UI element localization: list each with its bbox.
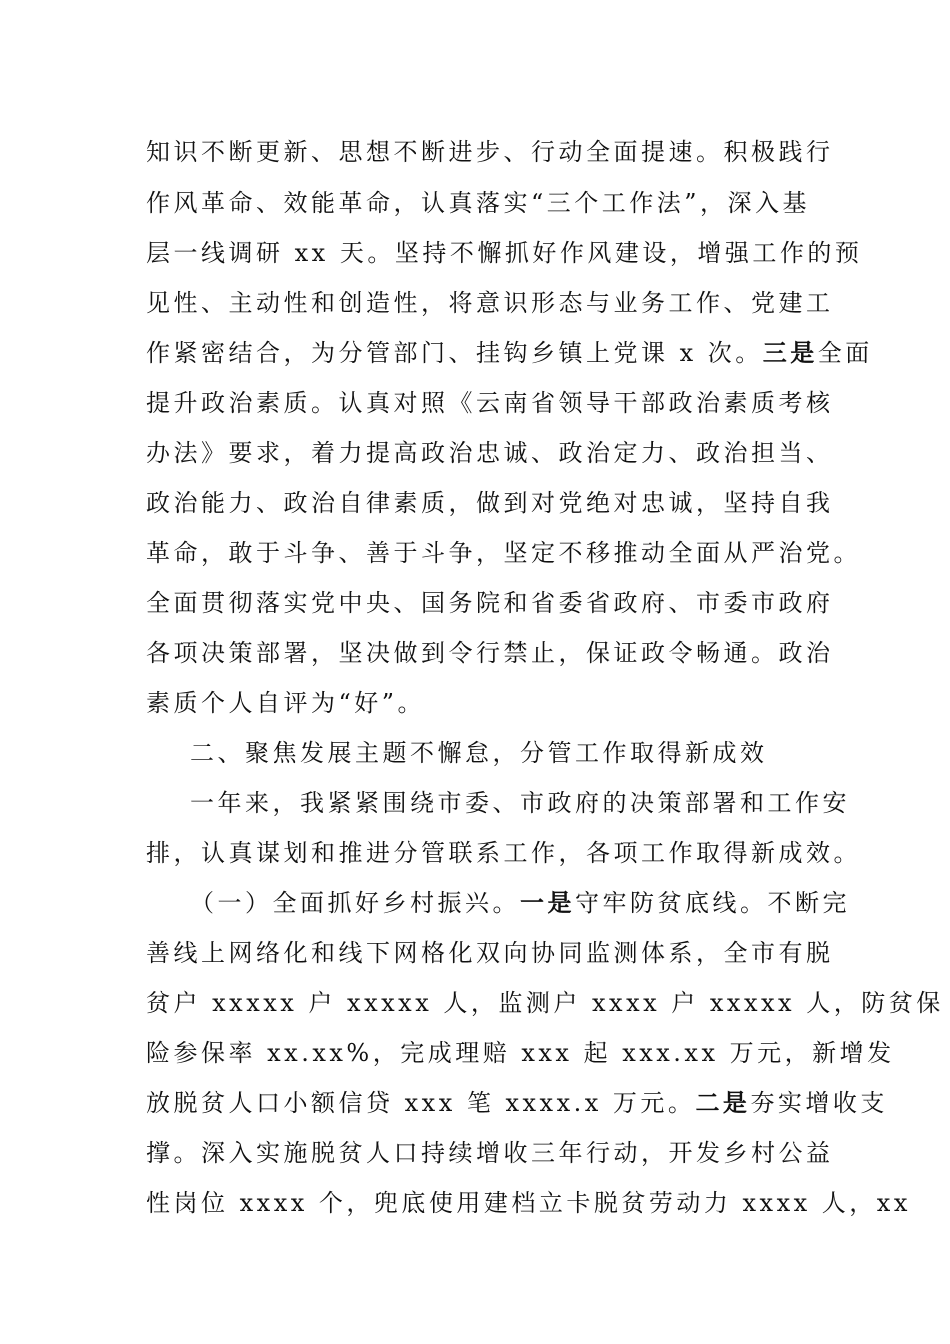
- text-line: [146, 1038, 895, 1068]
- text-run: 排，认真谋划和推进分管联系工作，各项工作取得新成效。: [146, 839, 861, 867]
- text-line: [146, 388, 834, 418]
- text-line: [146, 838, 861, 868]
- text-line: [146, 438, 834, 468]
- text-line: [146, 988, 944, 1018]
- text-line: [146, 238, 862, 268]
- section-heading: [190, 738, 768, 768]
- text-run: 性岗位 xxxx 个，兜底使用建档立卡脱贫劳动力 xxxx 人，xx: [146, 1189, 911, 1217]
- text-line: [146, 1088, 888, 1118]
- text-line: [146, 488, 834, 518]
- text-run: 善线上网络化和线下网格化双向协同监测体系，全市有脱: [146, 939, 834, 967]
- text-run: 革命，敢于斗争、善于斗争，坚定不移推动全面从严治党。: [146, 539, 861, 567]
- text-run: 素质个人自评为“好”。: [146, 689, 426, 717]
- text-run: 撑。深入实施脱贫人口持续增收三年行动，开发乡村公益: [146, 1139, 834, 1167]
- text-line: [146, 688, 425, 718]
- text-line: [190, 788, 850, 818]
- text-run: 贫户 xxxxx 户 xxxxx 人，监测户 xxxx 户 xxxxx 人，防贫保: [146, 989, 944, 1017]
- text-run: 政治能力、政治自律素质，做到对党绝对忠诚，坚持自我: [146, 489, 834, 517]
- text-run: 守牢防贫底线。不断完: [575, 889, 850, 917]
- text-line: [146, 938, 834, 968]
- text-line: [146, 1188, 911, 1218]
- text-run: 一年来，我紧紧围绕市委、市政府的决策部署和工作安: [190, 789, 850, 817]
- text-run: 作紧密结合，为分管部门、挂钩乡镇上党课 x 次。: [146, 339, 763, 367]
- text-line: [146, 338, 873, 368]
- text-run: 各项决策部署，坚决做到令行禁止，保证政令畅通。政治: [146, 639, 834, 667]
- text-run: 险参保率 xx.xx%，完成理赔 xxx 起 xxx.xx 万元，新增发: [146, 1039, 895, 1067]
- text-line: [190, 888, 850, 918]
- text-line: [146, 588, 834, 618]
- bold-keyword: 三是: [762, 338, 818, 367]
- text-run: 全面: [817, 339, 873, 367]
- text-run: 放脱贫人口小额信贷 xxx 笔 xxxx.x 万元。: [146, 1089, 696, 1117]
- text-line: [146, 638, 834, 668]
- text-line: [146, 538, 861, 568]
- text-run: 二、聚焦发展主题不懈怠，分管工作取得新成效: [190, 739, 768, 767]
- bold-keyword: 一是: [520, 888, 575, 917]
- text-run: 见性、主动性和创造性，将意识形态与业务工作、党建工: [146, 289, 834, 317]
- bold-keyword: 二是: [695, 1088, 751, 1117]
- text-run: 知识不断更新、思想不断进步、行动全面提速。积极践行: [146, 138, 834, 166]
- text-run: 提升政治素质。认真对照《云南省领导干部政治素质考核: [146, 389, 834, 417]
- text-run: 层一线调研 xx 天。坚持不懈抓好作风建设，增强工作的预: [146, 239, 863, 267]
- text-run: 夯实增收支: [750, 1089, 888, 1117]
- text-line: [146, 188, 810, 218]
- text-run: 作风革命、效能革命，认真落实“三个工作法”，深入基: [146, 189, 811, 217]
- text-run: 全面贯彻落实党中央、国务院和省委省政府、市委市政府: [146, 589, 834, 617]
- text-line: [146, 1138, 834, 1168]
- text-run: 办法》要求，着力提高政治忠诚、政治定力、政治担当、: [146, 439, 834, 467]
- text-line: [146, 288, 834, 318]
- text-line: [146, 137, 834, 167]
- text-run: （一）全面抓好乡村振兴。: [190, 889, 520, 917]
